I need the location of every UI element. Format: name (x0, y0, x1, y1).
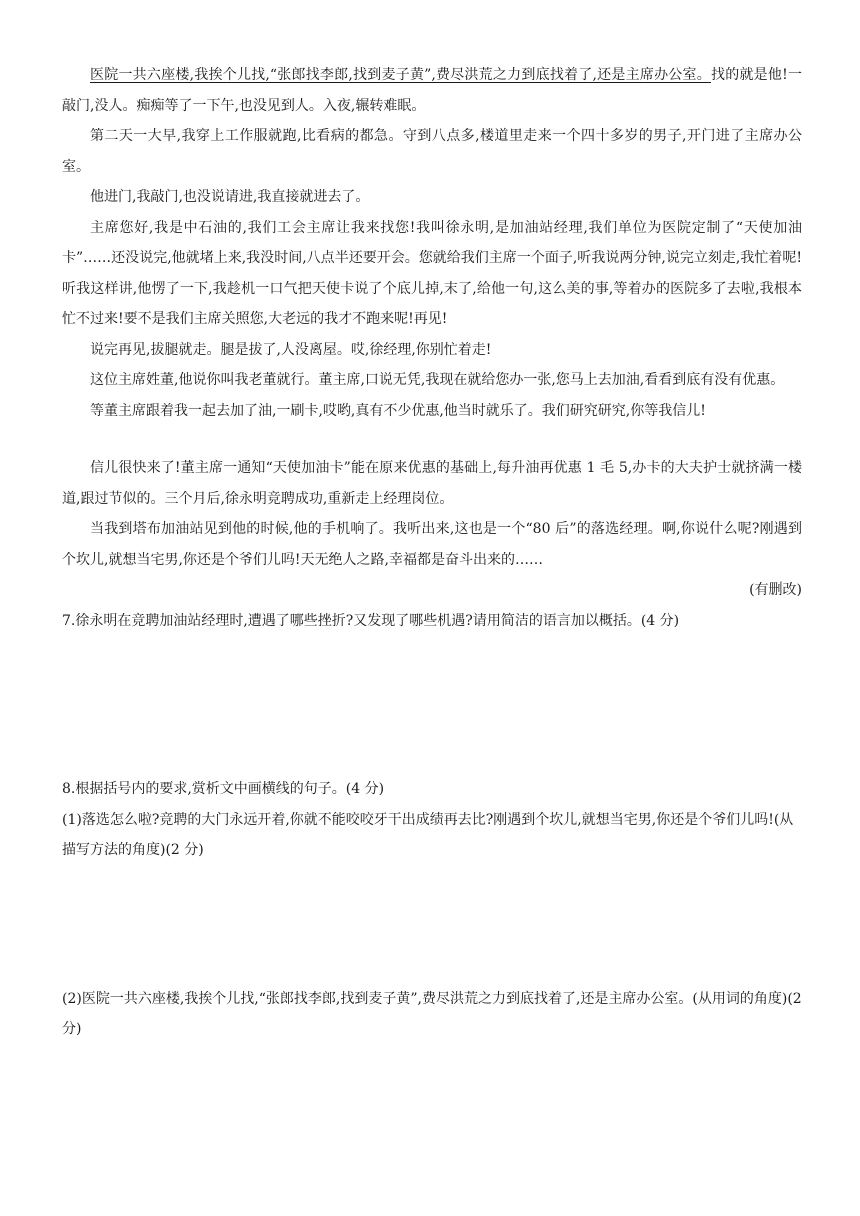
passage-paragraph-6: 这位主席姓董,他说你叫我老董就行。董主席,口说无凭,我现在就给您办一张,您马上去加油,看看到底有没有优惠。 (90, 372, 785, 388)
question-8: 8.根据括号内的要求,赏析文中画横线的句子。(4 分) (62, 781, 385, 797)
passage-paragraph-1 (62, 60, 802, 121)
answer-space-q8-1[interactable] (62, 866, 802, 984)
question-8-part-1: (1)落选怎么啦?竞聘的大门永远开着,你就不能咬咬牙干出成绩再去比?刚遇到个坎儿,就想当宅男,你还是个爷们儿吗!(从描写方法的角度)(2 分) (62, 811, 794, 858)
question-7: 7.徐永明在竞聘加油站经理时,遭遇了哪些挫折?又发现了哪些机遇?请用简洁的语言加以概括。(4 分) (62, 612, 680, 629)
passage-paragraph-8: 信儿很快来了!董主席一通知“天使加油卡”能在原来优惠的基础上,每升油再优惠 1 毛 5,办卡的大夫护士就挤满一楼道,跟过节似的。三个月后,徐永明竞聘成功,重新走上经理岗位。 (62, 460, 802, 507)
answer-space-q7[interactable] (62, 636, 802, 774)
paragraph-gap (62, 426, 802, 453)
passage-paragraph-1-rest: 找的就是他!一敲门,没人。痴痴等了一下午,也没见到人。入夜,辗转难眠。 (62, 67, 802, 114)
underlined-sentence: 医院一共六座楼,我挨个儿找,“张郎找李郎,找到麦子黄”,费尽洪荒之力到底找着了,还是主席办公室。 (90, 67, 711, 83)
passage-paragraph-5: 说完再见,拔腿就走。腿是拔了,人没离屋。哎,徐经理,你别忙着走! (90, 341, 492, 358)
exam-page (62, 60, 802, 1045)
passage-paragraph-9: 当我到塔布加油站见到他的时候,他的手机响了。我听出来,这也是一个“80 后”的落选经理。啊,你说什么呢?刚遇到个坎儿,就想当宅男,你还是个爷们儿吗!天无绝人之路,幸福都是奋斗出来的…… (62, 521, 802, 568)
passage-paragraph-4: 主席您好,我是中石油的,我们工会主席让我来找您!我叫徐永明,是加油站经理,我们单位为医院定制了“天使加油卡”……还没说完,他就堵上来,我没时间,八点半还要开会。您就给我们主席一个面子,听我说两分钟,说完立刻走,我忙着呢!听我这样讲,他愣了一下,我趁机一口气把天使卡说了个底儿掉,末了,给他一句,这么美的事,等着办的医院多了去啦,我根本忙不过来!要不是我们主席关照您,大老远的我才不跑来呢!再见! (62, 219, 802, 327)
question-8-part-2: (2)医院一共六座楼,我挨个儿找,“张郎找李郎,找到麦子黄”,费尽洪荒之力到底找着了,还是主席办公室。(从用词的角度)(2 分) (62, 990, 802, 1037)
source-note: (有删改) (749, 582, 802, 598)
passage-paragraph-2: 第二天一大早,我穿上工作服就跑,比看病的都急。守到八点多,楼道里走来一个四十多岁的男子,开门进了主席办公室。 (62, 128, 802, 175)
passage-paragraph-3: 他进门,我敲门,也没说请进,我直接就进去了。 (90, 189, 370, 205)
passage-paragraph-7: 等董主席跟着我一起去加了油,一刷卡,哎哟,真有不少优惠,他当时就乐了。我们研究研究,你等我信儿! (90, 402, 706, 419)
